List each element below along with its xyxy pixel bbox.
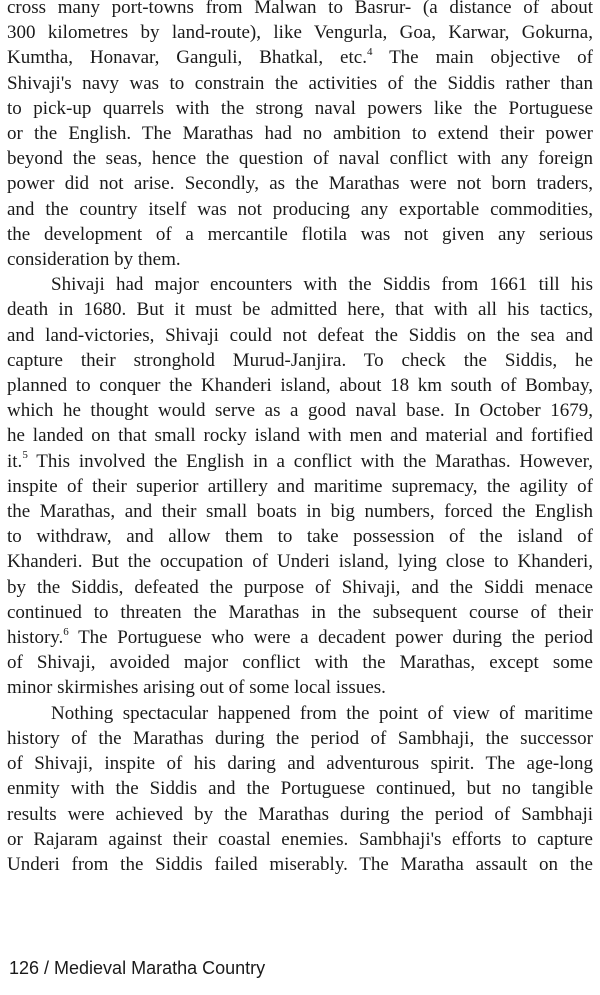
- text-line: [7, 575, 593, 600]
- line-text: minor skirmishes arising out of some local issues.: [7, 677, 386, 699]
- page-footer-running-head: 126 / Medieval Maratha Country: [9, 958, 266, 978]
- line-text: or the English. The Marathas had no ambition to extend their power: [7, 123, 593, 145]
- line-text: to withdraw, and allow them to take possession of the island of: [7, 526, 593, 548]
- line-text: Shivaji's navy was to constrain the activities of the Siddis rather than: [7, 72, 593, 94]
- text-line: [7, 650, 593, 675]
- text-line: [7, 474, 593, 499]
- footnote-marker[interactable]: 4: [366, 46, 373, 59]
- line-text: power did not arise. Secondly, as the Marathas were not born traders,: [7, 173, 593, 195]
- line-text: and the country itself was not producing any exportable commodities,: [7, 198, 593, 220]
- text-line: [7, 398, 593, 423]
- page-body: [7, 0, 593, 877]
- body-text: [7, 0, 593, 877]
- line-text: Khanderi. But the occupation of Underi island, lying close to Khanderi,: [7, 551, 593, 573]
- text-line: [7, 802, 593, 827]
- text-line: [7, 373, 593, 398]
- line-text: history of the Marathas during the period of Sambhaji, the successor: [7, 727, 593, 749]
- footnote-marker[interactable]: 5: [22, 449, 28, 462]
- line-text: death in 1680. But it must be admitted here, that with all his tactics,: [7, 299, 593, 321]
- text-line: [7, 675, 593, 700]
- line-text: Nothing spectacular happened from the point of view of maritime: [51, 702, 593, 724]
- text-line: [7, 625, 593, 650]
- text-line: [7, 247, 593, 272]
- line-text: and land-victories, Shivaji could not defeat the Siddis on the sea and: [7, 324, 593, 346]
- text-line: [7, 96, 593, 121]
- line-text: the Marathas, and their small boats in big numbers, forced the English: [7, 501, 593, 523]
- line-text-continued: This involved the English in a conflict with the Marathas. However,: [27, 450, 593, 472]
- text-line: [7, 600, 593, 625]
- text-line: [7, 423, 593, 448]
- line-text: the development of a mercantile flotila was not given any serious: [7, 223, 593, 245]
- line-text: consideration by them.: [7, 249, 181, 271]
- text-line: [7, 121, 593, 146]
- text-line: [7, 171, 593, 196]
- line-text: it.: [7, 450, 23, 472]
- line-text: by the Siddis, defeated the purpose of Shivaji, and the Siddi menace: [7, 576, 593, 598]
- text-line: [7, 499, 593, 524]
- line-text: inspite of their superior artillery and maritime supremacy, the agility of: [7, 475, 593, 497]
- text-line: [7, 71, 593, 96]
- line-text: history.: [7, 627, 64, 649]
- line-text: of Shivaji, inspite of his daring and adventurous spirit. The age-long: [7, 753, 593, 775]
- line-text-continued: The Portuguese who were a decadent power during the period: [68, 627, 593, 649]
- text-line: [7, 0, 593, 20]
- paragraph: [7, 272, 593, 700]
- text-line: [7, 852, 593, 877]
- text-line: [7, 827, 593, 852]
- line-text: 300 kilometres by land-route), like Vengurla, Goa, Karwar, Gokurna,: [7, 22, 593, 44]
- text-line: [7, 449, 593, 474]
- text-line: [7, 272, 593, 297]
- line-text: beyond the seas, hence the question of naval conflict with any foreign: [7, 148, 593, 170]
- line-text: results were achieved by the Marathas during the period of Sambhaji: [7, 803, 593, 825]
- text-line: [7, 197, 593, 222]
- text-line: [7, 348, 593, 373]
- line-text: which he thought would serve as a good naval base. In October 1679,: [7, 400, 593, 422]
- text-line: [7, 146, 593, 171]
- line-text: Underi from the Siddis failed miserably. The Maratha assault on the: [7, 853, 593, 875]
- line-text-continued: The main objective of: [372, 47, 593, 69]
- line-text: he landed on that small rocky island with men and material and fortified: [7, 425, 593, 447]
- text-line: [7, 20, 593, 45]
- text-line: [7, 323, 593, 348]
- text-line: [7, 45, 593, 70]
- text-line: [7, 751, 593, 776]
- line-text: planned to conquer the Khanderi island, about 18 km south of Bombay,: [7, 375, 593, 397]
- line-text: or Rajaram against their coastal enemies. Sambhaji's efforts to capture: [7, 828, 593, 850]
- line-text: Shivaji had major encounters with the Siddis from 1661 till his: [51, 274, 593, 296]
- line-text: to pick-up quarrels with the strong naval powers like the Portuguese: [7, 97, 593, 119]
- paragraph: [7, 701, 593, 877]
- text-line: [7, 549, 593, 574]
- text-line: [7, 297, 593, 322]
- footnote-marker[interactable]: 6: [63, 625, 69, 638]
- line-text: Kumtha, Honavar, Ganguli, Bhatkal, etc.: [7, 47, 367, 69]
- text-line: [7, 222, 593, 247]
- text-line: [7, 701, 593, 726]
- line-text: cross many port-towns from Malwan to Basrur- (a distance of about: [7, 0, 593, 18]
- line-text: enmity with the Siddis and the Portuguese continued, but no tangible: [7, 778, 593, 800]
- text-line: [7, 726, 593, 751]
- line-text: of Shivaji, avoided major conflict with the Marathas, except some: [7, 652, 593, 674]
- line-text: continued to threaten the Marathas in the subsequent course of their: [7, 601, 593, 623]
- text-line: [7, 524, 593, 549]
- paragraph: [7, 0, 593, 272]
- text-line: [7, 776, 593, 801]
- line-text: capture their stronghold Murud-Janjira. To check the Siddis, he: [7, 349, 593, 371]
